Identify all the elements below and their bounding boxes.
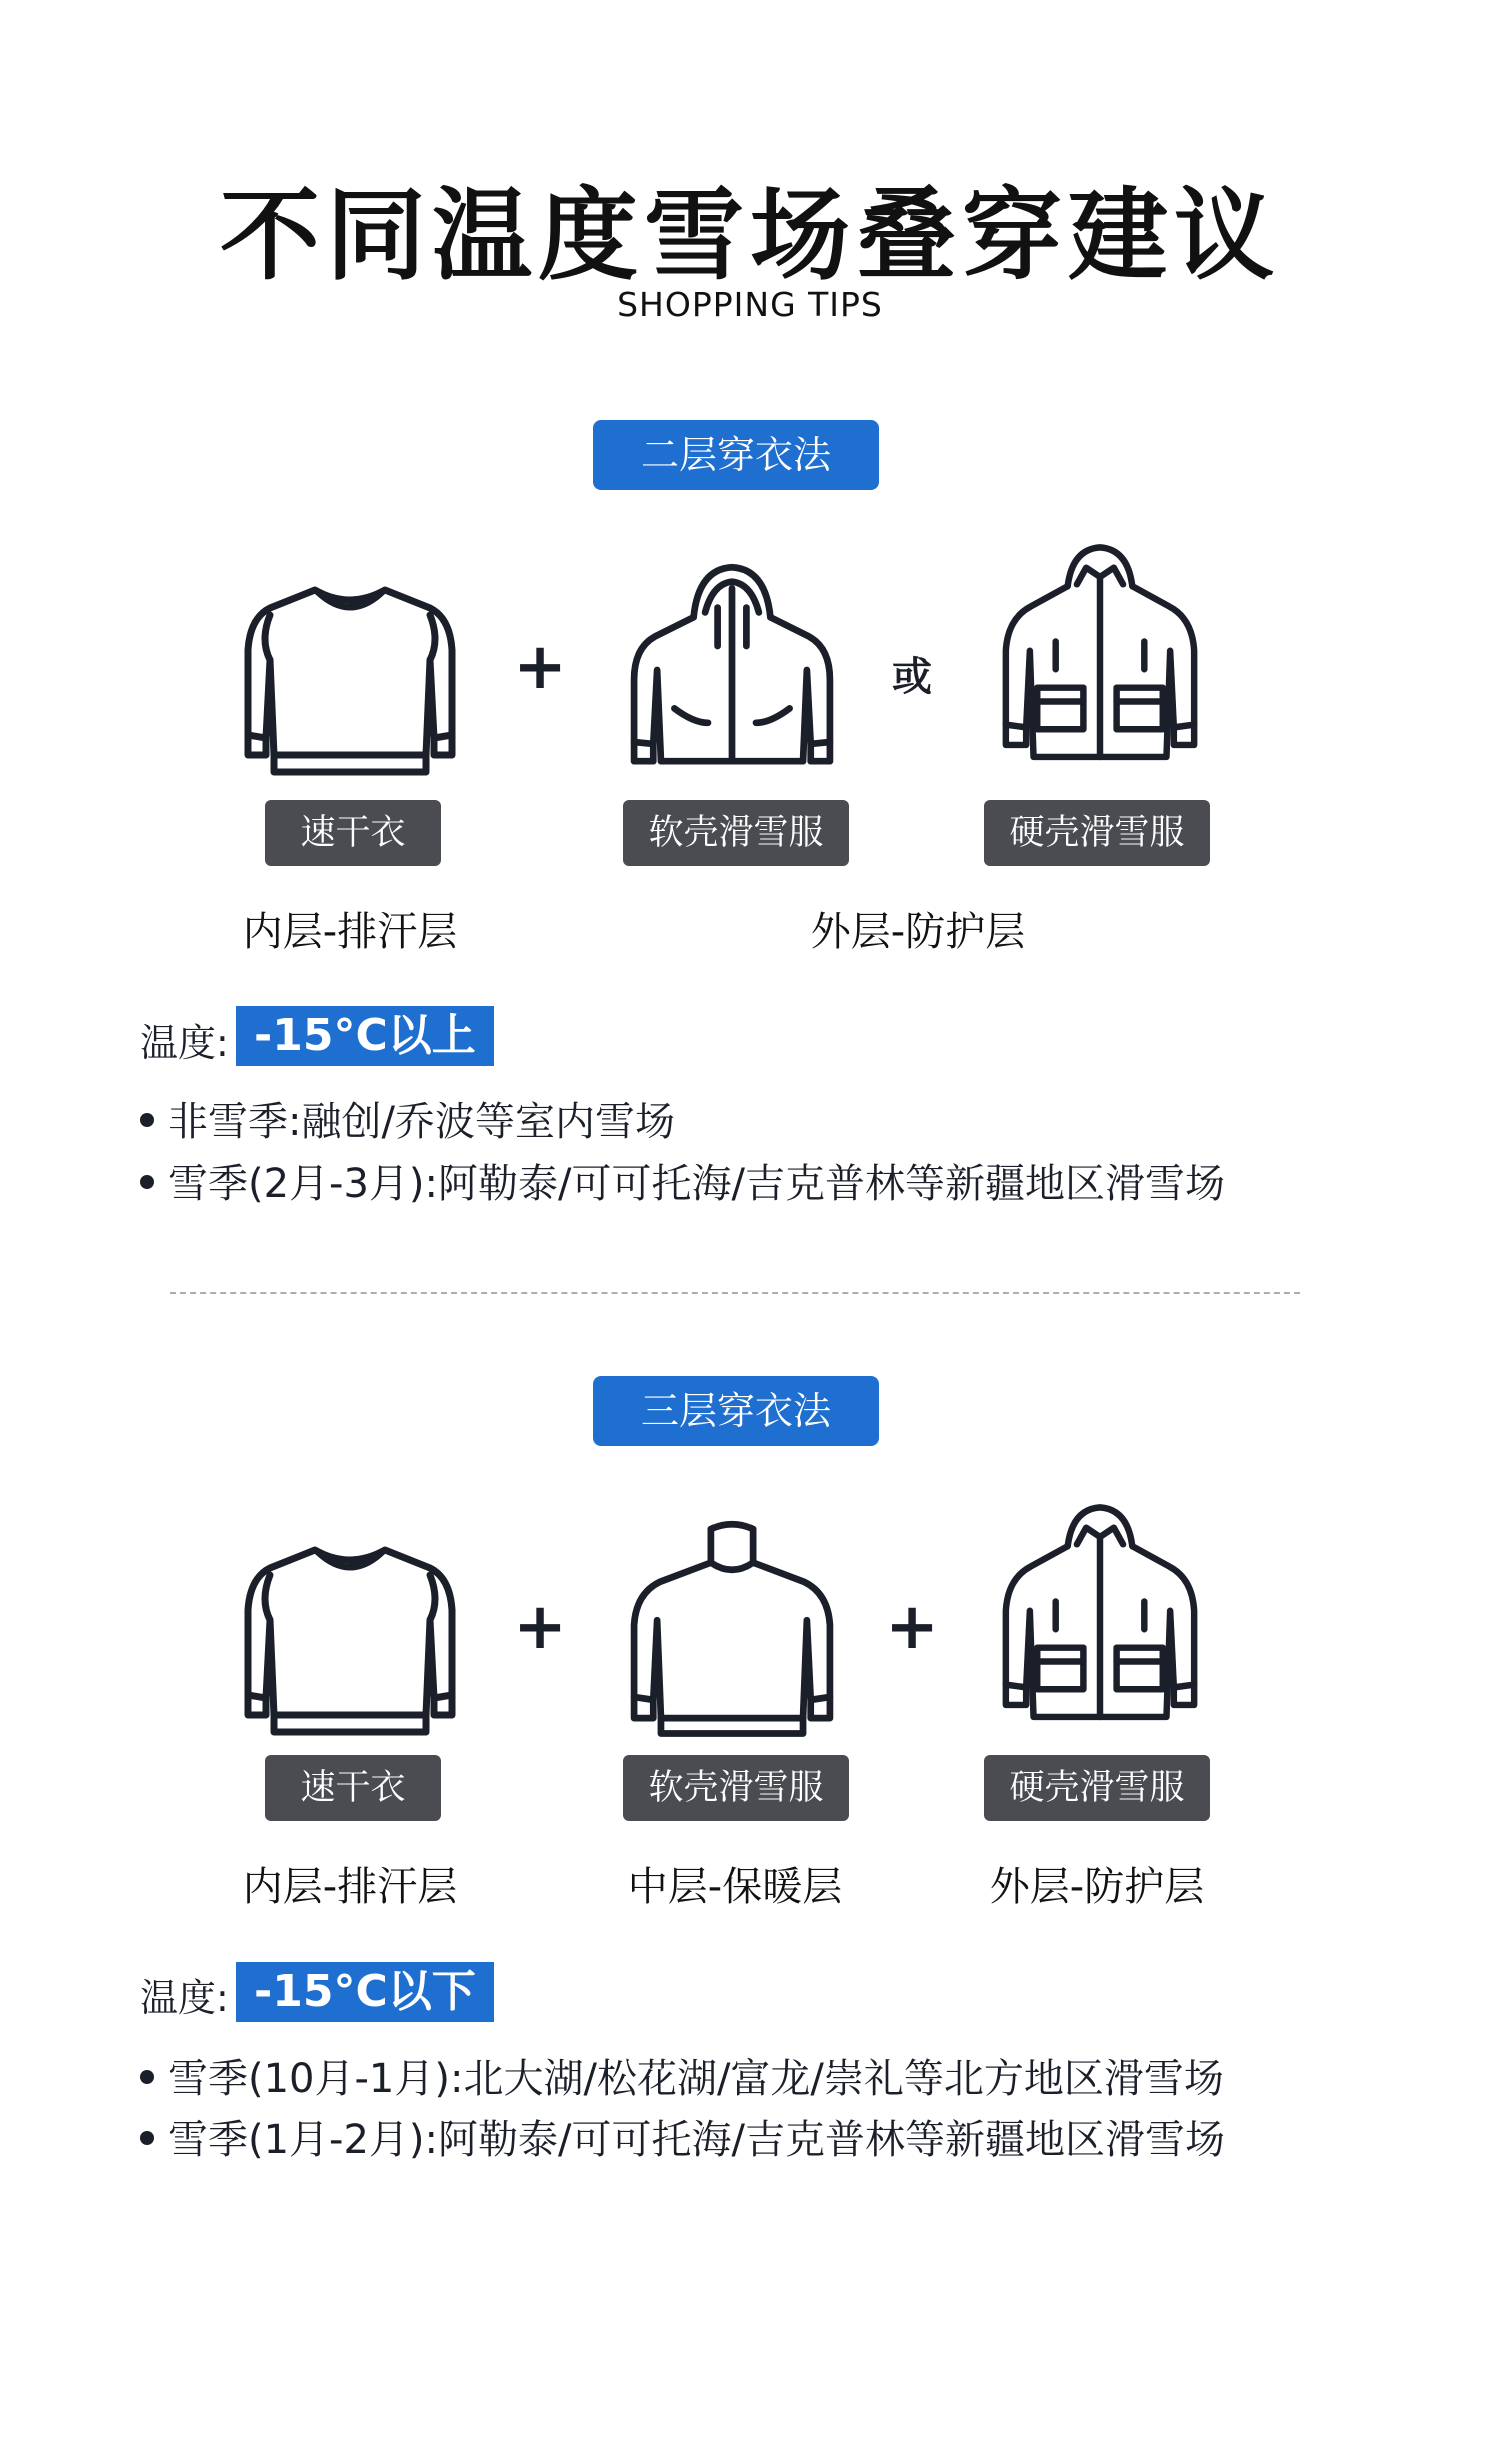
mid-layer-sweater-icon [612,1505,852,1745]
tag-quick-dry: 速干衣 [265,1755,441,1821]
plus-icon: + [513,630,567,704]
hardshell-jacket-icon [980,540,1220,780]
section-heading-two-layer: 二层穿衣法 [593,420,879,490]
layer-inner-label: 内层-排汗层 [242,909,458,955]
tag-softshell: 软壳滑雪服 [623,1755,849,1821]
temperature-label: 温度: [140,1976,229,2020]
layer-outer-label: 外层-防护层 [810,909,1026,955]
list-item: 非雪季:融创/乔波等室内雪场 [140,1090,675,1147]
softshell-jacket-icon [612,550,852,790]
layer-outer-label: 外层-防护层 [989,1864,1205,1910]
bullet-dot-icon [140,2131,154,2145]
temperature-label: 温度: [140,1021,229,1065]
temperature-value: -15°C以下 [236,1962,494,2022]
list-item: 雪季(10月-1月):北大湖/松花湖/富龙/崇礼等北方地区滑雪场 [140,2047,1224,2104]
bullet-dot-icon [140,2070,154,2084]
list-item: 雪季(1月-2月):阿勒泰/可可托海/吉克普林等新疆地区滑雪场 [140,2108,1225,2165]
layer-mid-label: 中层-保暖层 [627,1864,843,1910]
section-divider [170,1292,1300,1294]
bullet-dot-icon [140,1113,154,1127]
tag-quick-dry: 速干衣 [265,800,441,866]
page-subtitle: SHOPPING TIPS [617,285,883,324]
or-label: 或 [892,654,932,700]
tag-hardshell: 硬壳滑雪服 [984,800,1210,866]
plus-icon: + [885,1590,939,1664]
layer-inner-label: 内层-排汗层 [242,1864,458,1910]
quick-dry-shirt-icon [230,560,470,800]
plus-icon: + [513,1590,567,1664]
page-title: 不同温度雪场叠穿建议 [220,177,1280,294]
list-item: 雪季(2月-3月):阿勒泰/可可托海/吉克普林等新疆地区滑雪场 [140,1152,1225,1209]
section-heading-three-layer: 三层穿衣法 [593,1376,879,1446]
temperature-value: -15°C以上 [236,1006,494,1066]
hardshell-jacket-icon [980,1500,1220,1740]
quick-dry-shirt-icon [230,1520,470,1760]
tag-softshell: 软壳滑雪服 [623,800,849,866]
bullet-dot-icon [140,1175,154,1189]
tag-hardshell: 硬壳滑雪服 [984,1755,1210,1821]
